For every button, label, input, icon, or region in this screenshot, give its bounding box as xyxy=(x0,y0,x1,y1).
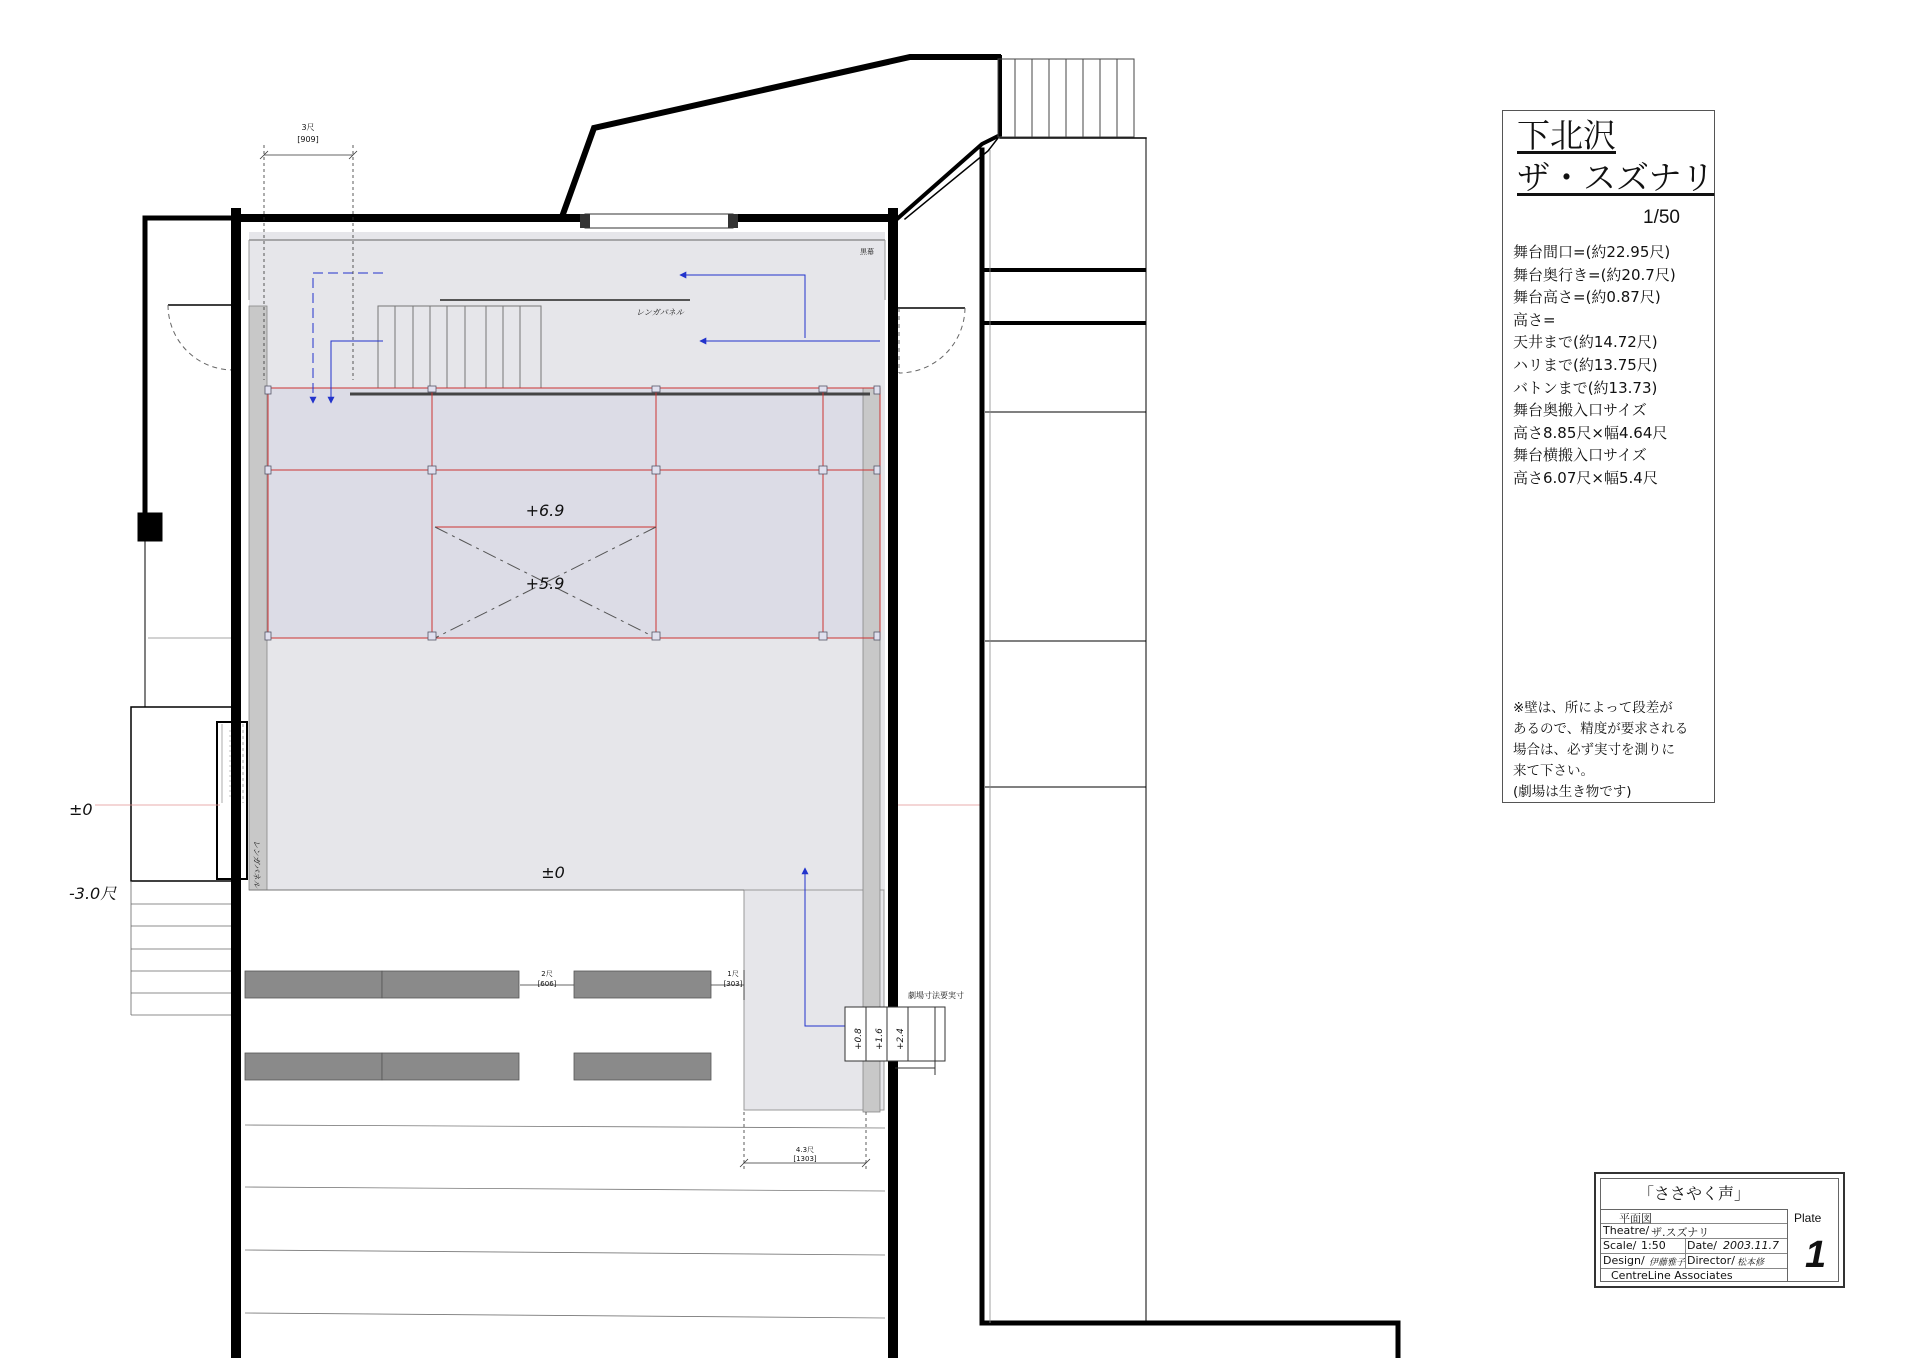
plate-label: Plate xyxy=(1794,1211,1822,1225)
level-platform: +5.9 xyxy=(525,574,565,593)
theatre-label: Theatre/ xyxy=(1603,1224,1650,1237)
spec-line: 舞台間口=(約22.95尺) xyxy=(1513,243,1671,261)
level-left-zero: ±0 xyxy=(69,800,93,819)
seat-rows xyxy=(245,971,711,1080)
dim-bottom-value: 4.3尺 xyxy=(795,1146,815,1154)
dim-gap-1-mm: [303] xyxy=(723,980,743,988)
venue-scale: 1/50 xyxy=(1643,207,1680,228)
spec-line: ハリまで(約13.75尺) xyxy=(1513,355,1658,374)
spec-line: 天井まで(約14.72尺) xyxy=(1513,333,1658,352)
label-kuromaku: 黒幕 xyxy=(860,248,874,256)
side-door xyxy=(897,308,965,373)
drawing-type: 平面図 xyxy=(1619,1212,1652,1225)
venue-title xyxy=(1517,115,1714,199)
level-left-minus: -3.0尺 xyxy=(69,884,117,903)
left-structures xyxy=(131,218,247,881)
dim-top-mm: [909] xyxy=(297,135,319,144)
production-title: 「ささやく声」 xyxy=(1601,1179,1787,1210)
step-level-3: +2.4 xyxy=(896,1028,906,1050)
designer-name: 伊藤雅子 xyxy=(1649,1258,1686,1268)
note-line: (劇場は生き物です) xyxy=(1513,784,1632,800)
house-rows xyxy=(245,1125,885,1318)
theatre-name: ザ.スズナリ xyxy=(1651,1226,1710,1239)
spec-line: 舞台奥搬入口サイズ xyxy=(1513,401,1647,420)
truss-area xyxy=(268,388,880,638)
entry-stairs xyxy=(998,59,1134,137)
venue-specs xyxy=(1513,241,1676,490)
step-level-1: +0.8 xyxy=(854,1028,864,1050)
date-value: 2003.11.7 xyxy=(1723,1239,1779,1252)
venue-name-line2: ザ・スズナリ xyxy=(1517,158,1715,197)
spec-line: 高さ6.07尺×幅5.4尺 xyxy=(1513,468,1658,487)
level-stage: ±0 xyxy=(541,863,565,882)
company-name: CentreLine Associates xyxy=(1611,1269,1733,1282)
left-stairs xyxy=(131,881,233,1015)
dim-gap-2-value: 2尺 xyxy=(541,970,553,978)
venue-note xyxy=(1513,698,1688,803)
scale-value: 1:50 xyxy=(1641,1239,1666,1252)
note-line: ※壁は、所によって段差が xyxy=(1513,700,1673,716)
plate-number: 1 xyxy=(1805,1234,1827,1276)
upstage-loading-door xyxy=(585,214,733,228)
title-block xyxy=(1594,1172,1845,1288)
director-name: 松本修 xyxy=(1737,1258,1765,1268)
step-level-2: +1.6 xyxy=(875,1028,885,1050)
note-line: 場合は、必ず実寸を測りに xyxy=(1513,742,1675,758)
spec-line: 舞台高さ=(約0.87尺) xyxy=(1513,288,1661,307)
label-renga-top: レンガパネル xyxy=(636,308,684,317)
spec-line: 舞台横搬入口サイズ xyxy=(1513,446,1647,465)
note-line: あるので、精度が要求される xyxy=(1513,721,1689,737)
right-renga-panel xyxy=(863,388,880,1112)
label-ref: 劇場寸法要実寸 xyxy=(908,991,964,1000)
design-label: Design/ xyxy=(1603,1254,1645,1267)
dim-gap-2-mm: [606] xyxy=(537,980,557,988)
date-label: Date/ xyxy=(1687,1239,1717,1252)
note-line: 来て下さい。 xyxy=(1513,763,1594,779)
spec-line: バトンまで(約13.73) xyxy=(1513,378,1658,397)
dim-gap-1-value: 1尺 xyxy=(727,970,739,978)
director-label: Director/ xyxy=(1687,1254,1735,1267)
label-renga-side: レンガパネル xyxy=(252,840,261,888)
venue-info-box xyxy=(1502,110,1715,803)
dim-bottom-mm: [1303] xyxy=(793,1155,817,1163)
spec-line: 高さ8.85尺×幅4.64尺 xyxy=(1513,423,1668,442)
spec-line: 高さ= xyxy=(1513,310,1556,329)
right-corridor xyxy=(982,150,1146,1323)
level-upper: +6.9 xyxy=(525,501,565,520)
scale-label: Scale/ xyxy=(1603,1239,1637,1252)
venue-name-line1: 下北沢 xyxy=(1517,116,1616,155)
dim-top-value: 3尺 xyxy=(301,123,315,132)
spec-line: 舞台奥行き=(約20.7尺) xyxy=(1513,265,1676,284)
left-renga-panel xyxy=(249,306,267,890)
